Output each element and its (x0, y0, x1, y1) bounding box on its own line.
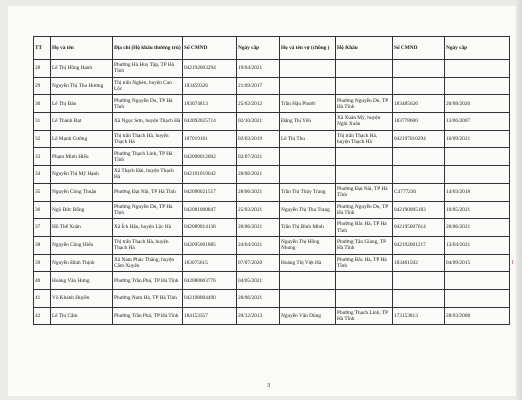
table-cell: 28/06/2021 (237, 183, 280, 201)
table-cell (336, 166, 393, 184)
table-cell: 183074813 (183, 95, 237, 113)
table-cell (280, 77, 336, 95)
table-body (34, 60, 510, 325)
table-cell: 36 (34, 201, 51, 219)
table-cell: Trần Thị Thùy Trang (280, 183, 336, 201)
header-cell: Số CMND (393, 37, 445, 60)
table-row (34, 219, 510, 237)
table-cell: Hoàng Thị Việt Hà (280, 254, 336, 272)
table-cell: 28/06/2021 (237, 289, 280, 307)
table-cell: 40 (34, 272, 51, 290)
table-row (34, 130, 510, 148)
table-row (34, 272, 510, 290)
table-cell (393, 77, 445, 95)
table-cell (280, 289, 336, 307)
table-cell (280, 60, 336, 78)
table-cell: Lê Thị Cẩm (51, 307, 113, 325)
table-cell: 042191019642 (183, 166, 237, 184)
table-cell: 183075615 (183, 254, 237, 272)
table-cell: 28/03/2008 (445, 307, 510, 325)
table-cell: 042092025714 (183, 113, 237, 131)
table-cell: 042197010294 (393, 130, 445, 148)
table-cell: 042088003776 (183, 272, 237, 290)
table-cell: 183485626 (393, 95, 445, 113)
table-cell: 35 (34, 183, 51, 201)
table-cell: Phường Nguyễn Du, TP Hà Tĩnh (336, 95, 393, 113)
table-cell: Lê Thanh Đạt (51, 113, 113, 131)
table-cell: Xã Ích Hậu, huyện Lộc Hà (113, 219, 183, 237)
table-row (34, 148, 510, 166)
table-cell: 24/04/2021 (237, 236, 280, 254)
table-cell: 21/09/2017 (237, 77, 280, 95)
table-cell (393, 289, 445, 307)
table-cell: 28/06/2021 (237, 219, 280, 237)
table-cell (280, 166, 336, 184)
table-cell: 042098012602 (183, 148, 237, 166)
table-cell: 02/10/2021 (237, 113, 280, 131)
table-cell: Nguyễn Văn Dũng (280, 307, 336, 325)
table-cell (393, 60, 445, 78)
table-cell (445, 60, 510, 78)
table-cell: Lê Thị Hồng Hạnh (51, 60, 113, 78)
table-cell: Phường Nguyễn Du, TP Hà Tĩnh (113, 95, 183, 113)
table-cell: Phường Thạch Linh, TP Hà Tĩnh (113, 148, 183, 166)
table-cell: 37 (34, 219, 51, 237)
table-cell: 13/06/2007 (445, 113, 510, 131)
header-cell: Họ và tên (51, 37, 113, 60)
table-cell: 32 (34, 130, 51, 148)
table-cell: Phường Bắc Hà, TP Hà Tĩnh (336, 219, 393, 237)
table-cell: 29 (34, 77, 51, 95)
table-row (34, 95, 510, 113)
table-cell: Lê Thị Thu (280, 130, 336, 148)
table-cell: 14/03/2018 (445, 183, 510, 201)
table-cell: Phường Trần Phú, TP Hà Tĩnh (113, 307, 183, 325)
table-cell: Lê Mạnh Cường (51, 130, 113, 148)
page-number: 3 (267, 383, 270, 389)
table-cell: Hồ Thế Xuân (51, 219, 113, 237)
table-cell: 02/03/2019 (237, 130, 280, 148)
table-cell: 16/09/2021 (445, 130, 510, 148)
table-row (34, 201, 510, 219)
table-cell (280, 148, 336, 166)
table-cell: 28 (34, 60, 51, 78)
table-cell: Nguyễn Công Hiếu (51, 236, 113, 254)
table-cell: Phường Nam Hà, TP Hà Tĩnh (113, 289, 183, 307)
table-cell: 187019161 (183, 130, 237, 148)
citizen-id-table (33, 36, 510, 325)
table-cell: Nguyễn Thị Mỹ Hạnh (51, 166, 113, 184)
table-cell: Phường Nguyễn Du, TP Hà Tĩnh (336, 201, 393, 219)
table-cell: Phường Tân Giang, TP Hà Tĩnh (336, 236, 393, 254)
table-cell (445, 148, 510, 166)
table-cell (393, 272, 445, 290)
table-row (34, 77, 510, 95)
table-cell: Đặng Thị Yến (280, 113, 336, 131)
table-cell: Xã Thạch Đài, huyện Thạch Hà (113, 166, 183, 184)
table-cell: 042190005183 (393, 201, 445, 219)
table-row (34, 183, 510, 201)
table-cell (336, 77, 393, 95)
table-cell: 25/03/2021 (237, 201, 280, 219)
table-cell: Ngô Đức Bổng (51, 201, 113, 219)
table-cell: 042095001885 (183, 236, 237, 254)
margin-mark: 1 (511, 260, 514, 266)
header-cell: Địa chỉ (Hộ khẩu thường trú) (113, 37, 183, 60)
table-cell: 042081000847 (183, 201, 237, 219)
table-cell: Phường Bắc Hà, TP Hà Tĩnh (336, 254, 393, 272)
table-cell: Nguyễn Thị Thu Hương (51, 77, 113, 95)
document-page (8, 6, 516, 396)
table-header-row (34, 37, 510, 60)
table-cell: 20/12/2013 (237, 307, 280, 325)
table-row (34, 254, 510, 272)
table-cell (336, 289, 393, 307)
table-cell: Phường Đại Nài, TP Hà Tĩnh (113, 183, 183, 201)
table-cell: 07/07/2020 (237, 254, 280, 272)
table-cell: Nguyễn Thị Thu Trang (280, 201, 336, 219)
table-cell: 31 (34, 113, 51, 131)
table-cell: Nguyễn Thị Hồng Nhung (280, 236, 336, 254)
table-cell: 042192003294 (183, 60, 237, 78)
table-row (34, 166, 510, 184)
table-cell (280, 272, 336, 290)
table-cell: Hoàng Văn Hưng (51, 272, 113, 290)
scan-edge (516, 0, 522, 400)
table-cell: 33 (34, 148, 51, 166)
table-cell: 34 (34, 166, 51, 184)
table-cell: 173153813 (393, 307, 445, 325)
table-cell: 28/06/2021 (445, 219, 510, 237)
header-cell: Họ và tên vợ (chồng ) (280, 37, 336, 60)
table-cell: Phường Trần Phú, TP Hà Tĩnh (113, 272, 183, 290)
table-cell: 183461502 (393, 254, 445, 272)
table-cell: Phường Hà Huy Tập, TP Hà Tĩnh (113, 60, 183, 78)
table-cell: Trần Hậu Phước (280, 95, 336, 113)
table-cell: Thị trấn Thạch Hà, huyện Thạch Hà (336, 130, 393, 148)
table-cell: Phường Đại Nài, TP Hà Tĩnh (336, 183, 393, 201)
table-cell: 04/09/2015 (445, 254, 510, 272)
table-cell: 042195007614 (393, 219, 445, 237)
table-cell: Phường Nguyễn Du, TP Hà Tĩnh (113, 201, 183, 219)
table-cell: Nguyễn Công Thuận (51, 183, 113, 201)
header-cell: TT (34, 37, 51, 60)
table-cell: Xã Xuân Mỹ, huyện Nghi Xuân (336, 113, 393, 131)
table-cell (445, 77, 510, 95)
table-cell: 25/02/2012 (237, 95, 280, 113)
table-cell: 13/04/2021 (445, 236, 510, 254)
header-cell: Ngày cấp (445, 37, 510, 60)
table-cell: C4777230 (393, 183, 445, 201)
table-cell: Phạm Minh Hiếu (51, 148, 113, 166)
table-cell: 39 (34, 254, 51, 272)
table-cell (393, 166, 445, 184)
table-cell (336, 60, 393, 78)
table-cell: 02/07/2021 (237, 148, 280, 166)
table-cell: Thị trấn Thạch Hà, huyện Thạch Hà (113, 236, 183, 254)
table-cell: 042192001217 (393, 236, 445, 254)
table-row (34, 60, 510, 78)
table-cell: 20/08/2020 (445, 95, 510, 113)
table-cell: 042090021517 (183, 183, 237, 201)
table-cell (445, 272, 510, 290)
table-row (34, 236, 510, 254)
table-cell: 042089014138 (183, 219, 237, 237)
table-cell: Thị trấn Thạch Hà, huyện Thạch Hà (113, 130, 183, 148)
table-cell: 30 (34, 95, 51, 113)
table-row (34, 307, 510, 325)
table-cell: 41 (34, 289, 51, 307)
table-cell: Thị trấn Nghèn, huyện Can Lộc (113, 77, 183, 95)
table-cell: 28/06/2021 (237, 166, 280, 184)
header-cell: Ngày cấp (237, 37, 280, 60)
table-cell: 19/04/2021 (237, 60, 280, 78)
table-cell (445, 289, 510, 307)
table-cell (336, 148, 393, 166)
table-cell: 38 (34, 236, 51, 254)
table-cell: Trần Thị Bình Minh (280, 219, 336, 237)
table-cell: 10/05/2021 (445, 201, 510, 219)
table-cell: Xã Ngọc Sơn, huyện Thạch Hà (113, 113, 183, 131)
table-cell: Lê Thị Đào (51, 95, 113, 113)
table-row (34, 113, 510, 131)
table-cell: Nguyễn Đình Thịnh (51, 254, 113, 272)
table-cell: 183778600 (393, 113, 445, 131)
table-cell: Phường Thạch Linh, TP Hà Tĩnh (336, 307, 393, 325)
table-cell: Xã Nam Phúc Thăng, huyện Cẩm Xuyên (113, 254, 183, 272)
header-cell: Hộ Khẩu (336, 37, 393, 60)
header-cell: Số CMND (183, 37, 237, 60)
table-cell (336, 272, 393, 290)
table-cell (393, 148, 445, 166)
table-cell: 42 (34, 307, 51, 325)
table-cell: Võ Khánh Huyền (51, 289, 113, 307)
table-cell (445, 166, 510, 184)
table-cell: 04/05/2021 (237, 272, 280, 290)
table-row (34, 289, 510, 307)
table-cell: 042198004490 (183, 289, 237, 307)
table-cell: 184153357 (183, 307, 237, 325)
table-cell: 183459326 (183, 77, 237, 95)
